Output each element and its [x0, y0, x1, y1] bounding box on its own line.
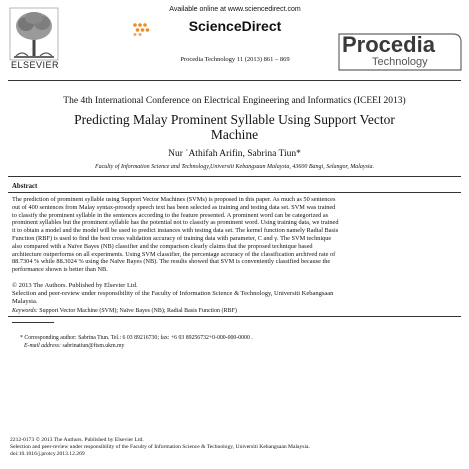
- journal-logo-main: Procedia: [342, 32, 435, 57]
- abstract-line: 88.7304 % while 88.3024 % using the Naïve Bayes (NB). The results showed that SVM is conveniently classified because the: [12, 258, 331, 266]
- abstract-line: prominent syllables but the prominent syllable has the potential not to classify as prominent word. Using training data, we trained: [12, 219, 339, 227]
- elsevier-tree-logo: [8, 6, 60, 66]
- paper-authors: Nur ʿAthifah Arifin, Sabrina Tiun*: [168, 149, 301, 159]
- footer-issn-line: 2212-0173 © 2013 The Authors. Published by Elsevier Ltd.: [10, 437, 144, 443]
- abstract-line: out of 400 sentences from Malay syntax-prosody speech text has been selected as training and testing data set. SVM was trained: [12, 203, 336, 211]
- paper-title: [30, 112, 439, 142]
- abstract-line: performance shown is better than NB.: [12, 266, 108, 274]
- publisher-logo-label: ELSEVIER: [10, 60, 60, 70]
- paper-title-line2: Machine: [210, 127, 259, 142]
- author-affiliation: Faculty of Information Science and Technology,Universiti Kebangsaan Malaysia, 43600 Bangi, Selangor, Malaysia.: [94, 164, 375, 170]
- footer-doi[interactable]: doi:10.1016/j.protcy.2013.12.269: [10, 450, 85, 457]
- keywords-row: [12, 308, 457, 316]
- page-footer: [10, 437, 460, 457]
- abstract-line: Function (RBF) is used to find the best cross validation accuracy of training data with parameter, C and γ. The SVM technique: [12, 234, 332, 242]
- copyright-line: Selection and peer-review under responsibility of the Faculty of Information Science & Technology, Universiti Kebangsaan: [12, 290, 334, 298]
- abstract-heading: Abstract: [12, 183, 38, 190]
- copyright-block: [12, 282, 457, 307]
- journal-logo-sub: Technology: [372, 56, 428, 68]
- available-online-text[interactable]: Available online at www.sciencedirect.com: [169, 6, 301, 13]
- paper-title-line1: Predicting Malay Prominent Syllable Using Support Vector: [74, 112, 395, 127]
- email-address[interactable]: sabrinatiun@ftsm.ukm.my: [62, 342, 125, 349]
- abstract-top-divider: [8, 176, 461, 177]
- copyright-line: © 2013 The Authors. Published by Elsevier Ltd.: [12, 282, 138, 289]
- footnote-divider: [12, 322, 54, 323]
- copyright-line: Malaysia.: [12, 298, 38, 306]
- sciencedirect-dots-icon: [132, 22, 150, 36]
- abstract-line: architecture outperforms on all experiments. Using SVM classifier, the percentage accuracy of the classification archived rate of: [12, 250, 336, 258]
- abstract-line: also compared with a Naïve Bayes (NB) classifier and the comparison clearly claims that the proposed technique based: [12, 242, 313, 250]
- abstract-line: to classify the prominent syllable in the sentences according to the feature presented. A prominent word can be categorized as: [12, 211, 329, 219]
- footer-review-line: Selection and peer-review under responsibility of the Faculty of Information Science & Technology, Universiti Kebangsaan Malaysia.: [10, 443, 310, 450]
- corresponding-author: * Corresponding author: Sabrina Tiun. Tel.: 6 03 89216730; fax: +6 03 89256732+0-000-000-0000 .: [20, 335, 253, 341]
- abstract-heading-divider: [8, 192, 461, 193]
- keywords-text: Support Vector Machine (SVM); Naïve Bayes (NB); Radial Basis Function (RBF): [39, 308, 237, 314]
- abstract-line: it to obtain a model and the model will be used to predict instances with testing data set. The kernel function namely Radial Basis: [12, 227, 339, 235]
- abstract-line: The prediction of prominent syllable using Support Vector Machines (SVMs) is proposed in this paper. As much as 50 sentences: [12, 196, 336, 203]
- abstract-text: [12, 196, 457, 274]
- email-label: E-mail address:: [24, 342, 61, 349]
- sciencedirect-brand: ScienceDirect: [188, 18, 282, 34]
- journal-reference: Procedia Technology 11 (2013) 861 – 869: [180, 56, 290, 63]
- keywords-label: Keywords:: [12, 308, 38, 314]
- keywords-divider: [8, 316, 461, 317]
- corresponding-author-note: [20, 335, 450, 350]
- header-divider: [8, 80, 461, 81]
- conference-name: The 4th International Conference on Electrical Engineering and Informatics (ICEEI 2013): [63, 96, 406, 106]
